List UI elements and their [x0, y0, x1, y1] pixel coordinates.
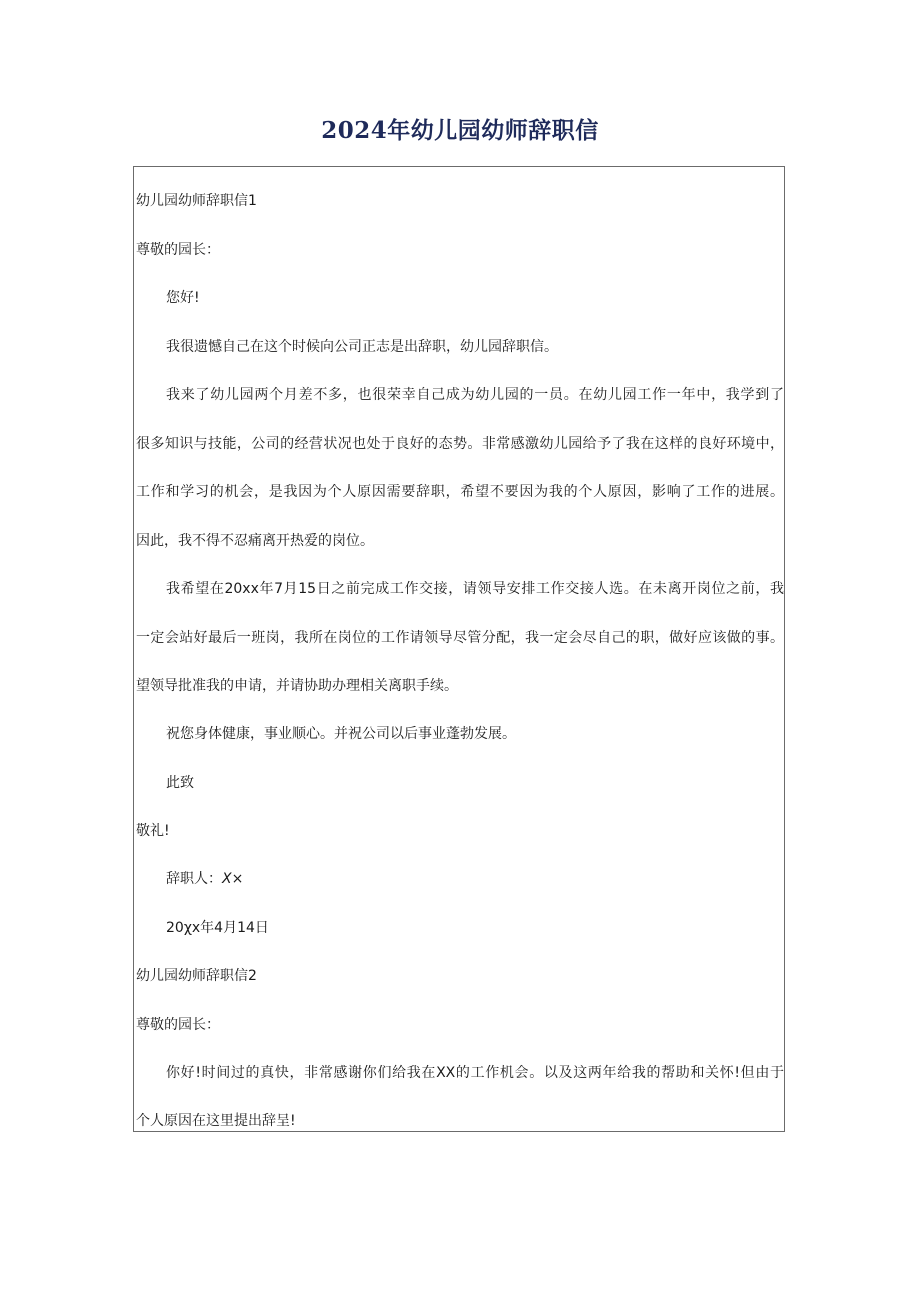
letter2-heading: 幼儿园幼师辞职信2	[136, 968, 257, 984]
letter-frame	[133, 166, 785, 1132]
signer-name: X×	[222, 871, 244, 887]
letter1-greeting: 您好!	[166, 290, 200, 306]
letter1-paragraph-3-line-2: 一定会站好最后一班岗，我所在岗位的工作请领导尽管分配，我一定会尽自己的职，做好应该做的事。	[136, 630, 784, 646]
letter1-closing-2: 敬礼!	[136, 823, 170, 839]
letter2-salutation: 尊敬的园长：	[136, 1017, 220, 1033]
signer-label: 辞职人：	[166, 871, 222, 887]
letter2-paragraph-1-line-2: 个人原因在这里提出辞呈!	[136, 1113, 296, 1129]
letter1-salutation: 尊敬的园长：	[136, 242, 220, 258]
letter1-closing-1: 此致	[166, 775, 194, 791]
letter1-paragraph-2-line-4: 因此，我不得不忍痛离开热爱的岗位。	[136, 533, 374, 549]
letter1-date: 20χx年4月14日	[166, 920, 269, 936]
letter1-paragraph-1: 我很遗憾自己在这个时候向公司正志是出辞职，幼儿园辞职信。	[166, 339, 558, 355]
letter1-paragraph-3-line-1: 我希望在20xx年7月15日之前完成工作交接，请领导安排工作交接人选。在未离开岗位之前，我	[166, 581, 784, 597]
letter1-heading: 幼儿园幼师辞职信1	[136, 193, 257, 209]
document-title: 2024年幼儿园幼师辞职信	[321, 117, 599, 144]
letter1-paragraph-2-line-3: 工作和学习的机会，是我因为个人原因需要辞职，希望不要因为我的个人原因，影响了工作的进展。	[136, 484, 784, 500]
letter1-wish: 祝您身体健康，事业顺心。并祝公司以后事业蓬勃发展。	[166, 726, 516, 742]
letter1-paragraph-2-line-2: 很多知识与技能，公司的经营状况也处于良好的态势。非常感激幼儿园给予了我在这样的良好环境中，	[136, 436, 784, 452]
letter2-paragraph-1-line-1: 你好!时间过的真快，非常感谢你们给我在XX的工作机会。以及这两年给我的帮助和关怀!但由于	[166, 1065, 784, 1081]
letter1-signature	[166, 869, 243, 889]
letter1-paragraph-2-line-1: 我来了幼儿园两个月差不多，也很荣幸自己成为幼儿园的一员。在幼儿园工作一年中，我学到了	[166, 387, 784, 403]
letter1-paragraph-3-line-3: 望领导批准我的申请，并请协助办理相关离职手续。	[136, 678, 458, 694]
